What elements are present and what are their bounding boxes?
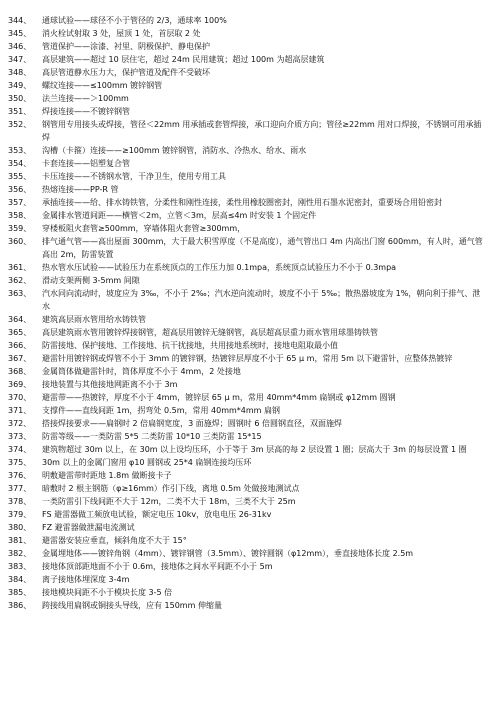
list-item <box>8 326 486 339</box>
list-item <box>8 404 486 417</box>
item-text: 金属筒体做避雷针时，筒体厚度不小于 4mm，2 处接地 <box>42 367 241 376</box>
item-text: 法兰连接——＞100mm <box>42 94 129 103</box>
item-text: 高层建筑雨水管用镀锌焊接钢管，超高层用镀锌无缝钢管，高层超高层重力雨水管用球墨铸铁管 <box>42 328 378 337</box>
list-item <box>8 482 486 495</box>
item-number: 378、 <box>8 497 32 506</box>
list-item <box>8 196 486 209</box>
item-text: 防雷接地、保护接地、工作接地、抗干扰接地，共用接地系统时，接地电阻取最小值 <box>42 341 338 350</box>
item-number: 364、 <box>8 315 32 324</box>
item-text: 接地装置与其他接地网距离不小于 3m <box>42 380 178 389</box>
item-text: 焊接连接——不镀锌钢管 <box>42 107 130 116</box>
item-text: 承插连接——给、排水铸铁管，分柔性和刚性连接，柔性用橡胶圈密封，刚性用石墨水泥密封，重要场合用铅密封 <box>42 198 442 207</box>
item-text: 一类防雷引下线间距不大于 12m，二类不大于 18m，三类不大于 25m <box>42 497 296 506</box>
list-item <box>8 183 486 196</box>
item-text: 建筑物超过 30m 以上，在 30m 以上设均压环，小于等于 3m 层高的每 2 层设置 1 圈；层高大于 3m 的每层设置 1 圈 <box>42 445 467 454</box>
item-text: 避雷带——热镀锌，厚度不小于 4mm，镀锌层 65 μ m，常用 40mm*4mm 扁钢或 φ12mm 圆钢 <box>42 393 396 402</box>
item-text: 排气通气管——高出屋面 300mm，大于最大积雪厚度（不是高度），通气管出口 4m 内高出门窗 600mm，有人时，通气管高出 2m，防雷装置 <box>42 237 483 259</box>
item-text: FZ 避雷器做泄漏电流测试 <box>42 523 135 532</box>
item-text: 明敷避雷带时距地 1.8m 做断接卡子 <box>42 471 172 480</box>
list-item <box>8 118 486 144</box>
item-text: 金属埋地体——镀锌角钢（4mm）、镀锌钢管（3.5mm）、镀锌圆钢（φ12mm），垂直接地体长度 2.5m <box>42 549 414 558</box>
item-number: 355、 <box>8 172 32 181</box>
list-item <box>8 79 486 92</box>
item-text: 螺纹连接——≤100mm 镀锌钢管 <box>42 81 163 90</box>
item-number: 360、 <box>8 237 32 246</box>
list-item <box>8 378 486 391</box>
list-item <box>8 534 486 547</box>
list-item <box>8 417 486 430</box>
list-item <box>8 209 486 222</box>
list-item <box>8 27 486 40</box>
item-text: 建筑高层雨水管用给水铸铁管 <box>42 315 146 324</box>
item-text: 防雷等级——一类防雷 5*5 二类防雷 10*10 三类防雷 15*15 <box>42 432 262 441</box>
item-text: 穿楼板阻火套管≥500mm，穿墙体阻火套管≥300mm， <box>42 224 246 233</box>
item-number: 351、 <box>8 107 32 116</box>
list-item <box>8 573 486 586</box>
item-text: 热水管水压试验——试验压力在系统顶点的工作压力加 0.1mpa，系统顶点试验压力不小于 0.3mpa <box>42 263 397 272</box>
item-number: 362、 <box>8 276 32 285</box>
item-number: 344、 <box>8 16 32 25</box>
item-text: 支撑件——直线间距 1m，拐弯处 0.5m，常用 40mm*4mm 扁钢 <box>42 406 281 415</box>
list-item <box>8 157 486 170</box>
item-number: 347、 <box>8 55 32 64</box>
item-number: 370、 <box>8 393 32 402</box>
item-number: 369、 <box>8 380 32 389</box>
item-number: 361、 <box>8 263 32 272</box>
list-item <box>8 430 486 443</box>
item-number: 376、 <box>8 471 32 480</box>
numbered-list <box>8 14 486 612</box>
item-number: 367、 <box>8 354 32 363</box>
item-number: 374、 <box>8 445 32 454</box>
item-number: 379、 <box>8 510 32 519</box>
list-item <box>8 14 486 27</box>
item-number: 346、 <box>8 42 32 51</box>
item-number: 356、 <box>8 185 32 194</box>
item-number: 352、 <box>8 120 32 129</box>
item-text: 金属排水管道间距——横管＜2m，立管＜3m，层高≤4m 时安装 1 个固定件 <box>42 211 317 220</box>
item-text: 热熔连接——PP-R 管 <box>42 185 119 194</box>
item-number: 357、 <box>8 198 32 207</box>
item-number: 372、 <box>8 419 32 428</box>
item-text: 接地体顶部距地面不小于 0.6m，接地体之间水平间距不小于 5m <box>42 562 273 571</box>
item-number: 358、 <box>8 211 32 220</box>
list-item <box>8 235 486 261</box>
list-item <box>8 508 486 521</box>
item-text: 避雷针用镀锌钢或焊管不小于 3mm 的镀锌钢，热镀锌层厚度不小于 65 μ m，常用 5m 以下避雷针，应整体热镀锌 <box>42 354 453 363</box>
item-text: 卡套连接——铝塑复合管 <box>42 159 130 168</box>
list-item <box>8 53 486 66</box>
item-number: 384、 <box>8 575 32 584</box>
item-text: 卡压连接——不锈钢水管，干净卫生，使用专用工具 <box>42 172 226 181</box>
list-item <box>8 456 486 469</box>
list-item <box>8 40 486 53</box>
list-item <box>8 599 486 612</box>
item-number: 349、 <box>8 81 32 90</box>
item-number: 354、 <box>8 159 32 168</box>
item-number: 382、 <box>8 549 32 558</box>
item-number: 365、 <box>8 328 32 337</box>
list-item <box>8 274 486 287</box>
item-text: 避雷器安装应垂直，倾斜角度不大于 15° <box>42 536 187 545</box>
list-item <box>8 144 486 157</box>
list-item <box>8 547 486 560</box>
list-item <box>8 105 486 118</box>
item-text: 高层管道静水压力大，保护管道及配件不受破坏 <box>42 68 210 77</box>
list-item <box>8 443 486 456</box>
list-item <box>8 313 486 326</box>
item-number: 383、 <box>8 562 32 571</box>
list-item <box>8 352 486 365</box>
list-item <box>8 521 486 534</box>
item-text: FS 避雷器做工频放电试验，额定电压 10kv，放电电压 26-31kv <box>42 510 272 519</box>
list-item <box>8 469 486 482</box>
item-number: 345、 <box>8 29 32 38</box>
list-item <box>8 92 486 105</box>
item-text: 接地模块间距不小于模块长度 3-5 倍 <box>42 588 173 597</box>
item-number: 375、 <box>8 458 32 467</box>
list-item <box>8 261 486 274</box>
item-text: 钢管用专用接头或焊接，管径＜22mm 用承插或套管焊接，承口迎向介质方向；管径≥22mm 用对口焊接，不锈钢可用承插焊 <box>42 120 482 142</box>
item-number: 348、 <box>8 68 32 77</box>
list-item <box>8 339 486 352</box>
item-number: 366、 <box>8 341 32 350</box>
item-text: 消火栓试射取 3 处，屋顶 1 处，首层取 2 处 <box>42 29 201 38</box>
item-number: 368、 <box>8 367 32 376</box>
list-item <box>8 391 486 404</box>
list-item <box>8 586 486 599</box>
item-number: 353、 <box>8 146 32 155</box>
item-number: 380、 <box>8 523 32 532</box>
list-item <box>8 170 486 183</box>
item-text: 搭接焊接要求——扁钢时 2 倍扁钢宽度，3 面施焊；圆钢时 6 倍圆钢直径，双面施焊 <box>42 419 342 428</box>
item-number: 381、 <box>8 536 32 545</box>
item-text: 离子接地体埋深度 3-4m <box>42 575 130 584</box>
list-item <box>8 495 486 508</box>
list-item <box>8 560 486 573</box>
list-item <box>8 66 486 79</box>
item-text: 跨接线用扁钢或铜接头导线，应有 150mm 伸缩量 <box>42 601 222 610</box>
item-number: 373、 <box>8 432 32 441</box>
item-number: 363、 <box>8 289 32 298</box>
item-number: 386、 <box>8 601 32 610</box>
item-text: 滑动支架两侧 3-5mm 间隙 <box>42 276 140 285</box>
list-item <box>8 222 486 235</box>
item-text: 30m 以上的金属门窗用 φ10 圆钢或 25*4 扁钢连接均压环 <box>42 458 252 467</box>
item-number: 359、 <box>8 224 32 233</box>
item-text: 沟槽（卡箍）连接——≥100mm 镀锌钢管，消防水、冷热水、给水、雨水 <box>42 146 307 155</box>
item-number: 385、 <box>8 588 32 597</box>
item-number: 371、 <box>8 406 32 415</box>
list-item <box>8 365 486 378</box>
item-number: 350、 <box>8 94 32 103</box>
item-text: 通球试验——球径不小于管径的 2/3，通球率 100% <box>42 16 227 25</box>
item-text: 管道保护——涂漆、衬里、阴极保护、静电保护 <box>42 42 210 51</box>
item-text: 汽水同向流动时，坡度应为 3‰，不小于 2‰；汽水逆向流动时，坡度不小于 5‰；散热器坡度为 1%，朝向利于排气、泄水 <box>42 289 481 311</box>
item-text: 暗敷时 2 根主钢筋（φ≥16mm）作引下线，离地 0.5m 处做接地测试点 <box>42 484 300 493</box>
item-number: 377、 <box>8 484 32 493</box>
list-item <box>8 287 486 313</box>
item-text: 高层建筑——超过 10 层住宅，超过 24m 民用建筑；超过 100m 为超高层建筑 <box>42 55 325 64</box>
